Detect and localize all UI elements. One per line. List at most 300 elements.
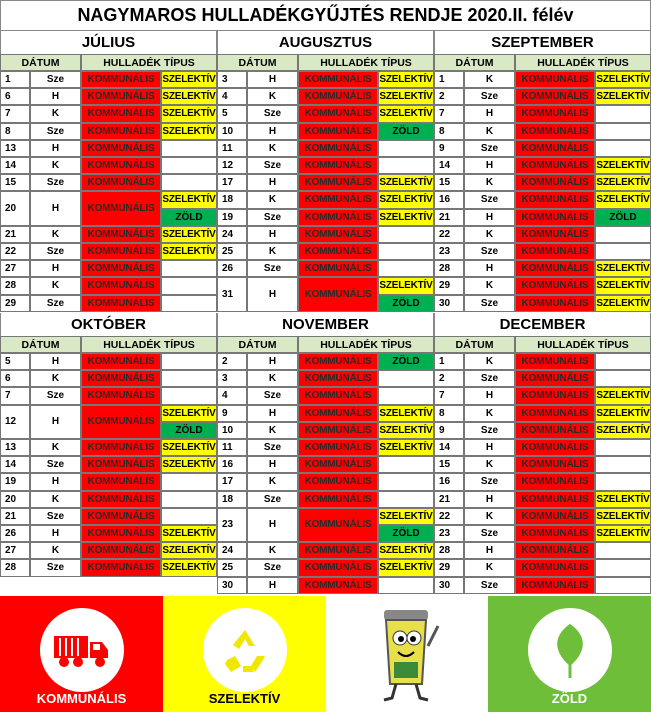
day-number: 29 bbox=[434, 559, 464, 576]
weekday: H bbox=[464, 105, 515, 122]
weekday: Sze bbox=[247, 260, 298, 277]
weekday: K bbox=[30, 491, 81, 508]
waste-type-kommunalis: KOMMUNÁLIS bbox=[81, 559, 161, 576]
day-number: 16 bbox=[434, 191, 464, 208]
weekday: Sze bbox=[464, 88, 515, 105]
weekday: H bbox=[30, 353, 81, 370]
day-number: 19 bbox=[217, 209, 247, 226]
weekday: K bbox=[464, 277, 515, 294]
weekday: K bbox=[247, 243, 298, 260]
weekday: H bbox=[464, 157, 515, 174]
waste-type-kommunalis: KOMMUNÁLIS bbox=[81, 370, 161, 387]
weekday: K bbox=[30, 277, 81, 294]
day-number: 26 bbox=[0, 525, 30, 542]
day-number: 7 bbox=[434, 387, 464, 404]
weekday: K bbox=[30, 105, 81, 122]
weekday: Sze bbox=[30, 559, 81, 576]
waste-type-szelektiv: SZELEKTÍV bbox=[378, 508, 434, 525]
weekday: Sze bbox=[30, 243, 81, 260]
waste-type-szelektiv: SZELEKTÍV bbox=[595, 88, 651, 105]
weekday: K bbox=[464, 174, 515, 191]
waste-type-kommunalis: KOMMUNÁLIS bbox=[298, 439, 378, 456]
waste-type-szelektiv: SZELEKTÍV bbox=[595, 525, 651, 542]
waste-type-kommunalis: KOMMUNÁLIS bbox=[298, 174, 378, 191]
day-number: 13 bbox=[0, 140, 30, 157]
waste-type-szelektiv: SZELEKTÍV bbox=[378, 191, 434, 208]
day-number: 23 bbox=[434, 243, 464, 260]
column-header-tipus: HULLADÉK TÍPUS bbox=[81, 54, 217, 71]
waste-type-kommunalis: KOMMUNÁLIS bbox=[81, 473, 161, 490]
legend-kommunalis-label: KOMMUNÁLIS bbox=[36, 691, 127, 706]
waste-type-kommunalis: KOMMUNÁLIS bbox=[515, 387, 595, 404]
waste-type-zold: ZÖLD bbox=[161, 209, 217, 226]
day-number: 17 bbox=[217, 174, 247, 191]
weekday: H bbox=[247, 71, 298, 88]
waste-type-kommunalis: KOMMUNÁLIS bbox=[298, 508, 378, 542]
waste-type-szelektiv: SZELEKTÍV bbox=[161, 191, 217, 208]
waste-type-kommunalis: KOMMUNÁLIS bbox=[515, 542, 595, 559]
day-number: 8 bbox=[434, 405, 464, 422]
month-title: DECEMBER bbox=[434, 313, 651, 336]
waste-type-szelektiv: SZELEKTÍV bbox=[378, 405, 434, 422]
weekday: H bbox=[30, 525, 81, 542]
day-number: 22 bbox=[434, 226, 464, 243]
empty-cell bbox=[161, 260, 217, 277]
empty-cell bbox=[595, 105, 651, 122]
weekday: K bbox=[30, 439, 81, 456]
waste-type-kommunalis: KOMMUNÁLIS bbox=[515, 295, 595, 312]
waste-type-kommunalis: KOMMUNÁLIS bbox=[81, 277, 161, 294]
weekday: H bbox=[30, 260, 81, 277]
waste-type-kommunalis: KOMMUNÁLIS bbox=[515, 473, 595, 490]
weekday: H bbox=[247, 123, 298, 140]
month-title: NOVEMBER bbox=[217, 313, 434, 336]
waste-type-szelektiv: SZELEKTÍV bbox=[161, 405, 217, 422]
day-number: 30 bbox=[217, 577, 247, 594]
day-number: 28 bbox=[434, 542, 464, 559]
day-number: 29 bbox=[0, 295, 30, 312]
weekday: Sze bbox=[247, 491, 298, 508]
weekday: K bbox=[30, 157, 81, 174]
day-number: 20 bbox=[0, 491, 30, 508]
weekday: K bbox=[247, 542, 298, 559]
weekday: H bbox=[247, 174, 298, 191]
empty-cell bbox=[161, 174, 217, 191]
empty-cell bbox=[595, 456, 651, 473]
weekday: Sze bbox=[464, 191, 515, 208]
recycle-icon bbox=[203, 608, 287, 692]
weekday: K bbox=[464, 559, 515, 576]
day-number: 5 bbox=[217, 105, 247, 122]
day-number: 30 bbox=[434, 577, 464, 594]
column-header-datum: DÁTUM bbox=[217, 336, 298, 353]
day-number: 21 bbox=[434, 491, 464, 508]
waste-type-kommunalis: KOMMUNÁLIS bbox=[81, 226, 161, 243]
empty-cell bbox=[378, 456, 434, 473]
waste-type-kommunalis: KOMMUNÁLIS bbox=[298, 191, 378, 208]
weekday: K bbox=[30, 370, 81, 387]
weekday: Sze bbox=[30, 456, 81, 473]
empty-cell bbox=[161, 370, 217, 387]
weekday: K bbox=[464, 405, 515, 422]
waste-type-kommunalis: KOMMUNÁLIS bbox=[515, 209, 595, 226]
day-number: 31 bbox=[217, 277, 247, 311]
waste-type-kommunalis: KOMMUNÁLIS bbox=[81, 542, 161, 559]
empty-cell bbox=[161, 140, 217, 157]
empty-cell bbox=[595, 370, 651, 387]
waste-type-kommunalis: KOMMUNÁLIS bbox=[298, 157, 378, 174]
waste-type-kommunalis: KOMMUNÁLIS bbox=[515, 243, 595, 260]
trash-can-mascot-icon bbox=[326, 596, 488, 712]
legend-zold-label: ZÖLD bbox=[551, 691, 588, 706]
weekday: H bbox=[247, 226, 298, 243]
month-title: OKTÓBER bbox=[0, 313, 217, 336]
day-number: 21 bbox=[434, 209, 464, 226]
waste-type-kommunalis: KOMMUNÁLIS bbox=[515, 577, 595, 594]
day-number: 4 bbox=[217, 387, 247, 404]
waste-type-kommunalis: KOMMUNÁLIS bbox=[298, 370, 378, 387]
waste-type-kommunalis: KOMMUNÁLIS bbox=[298, 559, 378, 576]
empty-cell bbox=[378, 243, 434, 260]
empty-cell bbox=[161, 491, 217, 508]
weekday: K bbox=[464, 508, 515, 525]
weekday: K bbox=[464, 123, 515, 140]
waste-type-kommunalis: KOMMUNÁLIS bbox=[81, 295, 161, 312]
day-number: 18 bbox=[217, 491, 247, 508]
empty-cell bbox=[378, 370, 434, 387]
waste-type-kommunalis: KOMMUNÁLIS bbox=[81, 243, 161, 260]
weekday: Sze bbox=[30, 295, 81, 312]
legend-szelektiv bbox=[163, 596, 326, 712]
day-number: 9 bbox=[217, 405, 247, 422]
day-number: 3 bbox=[217, 71, 247, 88]
day-number: 7 bbox=[434, 105, 464, 122]
day-number: 4 bbox=[217, 88, 247, 105]
weekday: Sze bbox=[247, 387, 298, 404]
waste-type-kommunalis: KOMMUNÁLIS bbox=[515, 508, 595, 525]
column-header-tipus: HULLADÉK TÍPUS bbox=[515, 54, 651, 71]
waste-type-kommunalis: KOMMUNÁLIS bbox=[298, 422, 378, 439]
weekday: K bbox=[30, 226, 81, 243]
weekday: H bbox=[464, 542, 515, 559]
waste-type-szelektiv: SZELEKTÍV bbox=[161, 439, 217, 456]
waste-type-kommunalis: KOMMUNÁLIS bbox=[81, 439, 161, 456]
day-number: 27 bbox=[0, 260, 30, 277]
waste-type-szelektiv: SZELEKTÍV bbox=[161, 71, 217, 88]
day-number: 14 bbox=[0, 456, 30, 473]
waste-type-szelektiv: SZELEKTÍV bbox=[595, 277, 651, 294]
weekday: Sze bbox=[30, 508, 81, 525]
waste-type-kommunalis: KOMMUNÁLIS bbox=[515, 277, 595, 294]
waste-type-kommunalis: KOMMUNÁLIS bbox=[298, 473, 378, 490]
waste-type-kommunalis: KOMMUNÁLIS bbox=[515, 260, 595, 277]
day-number: 17 bbox=[217, 473, 247, 490]
leaf-icon bbox=[528, 608, 612, 692]
waste-type-szelektiv: SZELEKTÍV bbox=[161, 243, 217, 260]
legend-szelektiv-label: SZELEKTÍV bbox=[208, 691, 281, 706]
weekday: Sze bbox=[464, 525, 515, 542]
waste-type-kommunalis: KOMMUNÁLIS bbox=[515, 88, 595, 105]
waste-type-kommunalis: KOMMUNÁLIS bbox=[515, 559, 595, 576]
waste-type-kommunalis: KOMMUNÁLIS bbox=[298, 577, 378, 594]
waste-type-szelektiv: SZELEKTÍV bbox=[378, 439, 434, 456]
weekday: Sze bbox=[464, 295, 515, 312]
waste-type-kommunalis: KOMMUNÁLIS bbox=[81, 353, 161, 370]
weekday: Sze bbox=[30, 387, 81, 404]
waste-type-kommunalis: KOMMUNÁLIS bbox=[515, 370, 595, 387]
waste-type-szelektiv: SZELEKTÍV bbox=[378, 71, 434, 88]
page-title: NAGYMAROS HULLADÉKGYŰJTÉS RENDJE 2020.II. félév bbox=[0, 0, 651, 31]
empty-cell bbox=[161, 473, 217, 490]
weekday: Sze bbox=[30, 71, 81, 88]
waste-type-kommunalis: KOMMUNÁLIS bbox=[515, 525, 595, 542]
waste-type-kommunalis: KOMMUNÁLIS bbox=[81, 157, 161, 174]
day-number: 20 bbox=[0, 191, 30, 225]
empty-cell bbox=[378, 473, 434, 490]
weekday: H bbox=[247, 353, 298, 370]
weekday: Sze bbox=[247, 157, 298, 174]
day-number: 28 bbox=[434, 260, 464, 277]
day-number: 12 bbox=[217, 157, 247, 174]
weekday: K bbox=[30, 542, 81, 559]
weekday: K bbox=[464, 353, 515, 370]
waste-type-kommunalis: KOMMUNÁLIS bbox=[515, 71, 595, 88]
day-number: 16 bbox=[217, 456, 247, 473]
waste-type-kommunalis: KOMMUNÁLIS bbox=[515, 439, 595, 456]
weekday: K bbox=[247, 370, 298, 387]
weekday: Sze bbox=[30, 123, 81, 140]
day-number: 15 bbox=[0, 174, 30, 191]
empty-cell bbox=[378, 491, 434, 508]
weekday: K bbox=[464, 71, 515, 88]
day-number: 1 bbox=[434, 71, 464, 88]
waste-type-kommunalis: KOMMUNÁLIS bbox=[81, 260, 161, 277]
empty-cell bbox=[161, 387, 217, 404]
waste-type-szelektiv: SZELEKTÍV bbox=[161, 105, 217, 122]
waste-type-zold: ZÖLD bbox=[161, 422, 217, 439]
waste-type-kommunalis: KOMMUNÁLIS bbox=[298, 491, 378, 508]
day-number: 7 bbox=[0, 105, 30, 122]
waste-type-kommunalis: KOMMUNÁLIS bbox=[515, 157, 595, 174]
weekday: Sze bbox=[464, 243, 515, 260]
day-number: 8 bbox=[0, 123, 30, 140]
day-number: 2 bbox=[434, 88, 464, 105]
weekday: H bbox=[464, 439, 515, 456]
empty-cell bbox=[161, 508, 217, 525]
waste-type-szelektiv: SZELEKTÍV bbox=[595, 295, 651, 312]
empty-cell bbox=[595, 140, 651, 157]
weekday: H bbox=[30, 140, 81, 157]
waste-type-kommunalis: KOMMUNÁLIS bbox=[298, 123, 378, 140]
day-number: 6 bbox=[0, 370, 30, 387]
waste-type-kommunalis: KOMMUNÁLIS bbox=[81, 491, 161, 508]
weekday: Sze bbox=[247, 559, 298, 576]
day-number: 12 bbox=[0, 405, 30, 439]
waste-type-kommunalis: KOMMUNÁLIS bbox=[81, 525, 161, 542]
waste-type-szelektiv: SZELEKTÍV bbox=[161, 525, 217, 542]
waste-type-kommunalis: KOMMUNÁLIS bbox=[515, 105, 595, 122]
day-number: 14 bbox=[434, 157, 464, 174]
waste-type-szelektiv: SZELEKTÍV bbox=[161, 123, 217, 140]
empty-cell bbox=[161, 157, 217, 174]
waste-type-kommunalis: KOMMUNÁLIS bbox=[515, 226, 595, 243]
column-header-datum: DÁTUM bbox=[0, 336, 81, 353]
waste-type-szelektiv: SZELEKTÍV bbox=[378, 209, 434, 226]
day-number: 27 bbox=[0, 542, 30, 559]
empty-cell bbox=[161, 353, 217, 370]
weekday: Sze bbox=[464, 577, 515, 594]
weekday: H bbox=[30, 191, 81, 225]
waste-type-kommunalis: KOMMUNÁLIS bbox=[515, 191, 595, 208]
empty-cell bbox=[595, 353, 651, 370]
day-number: 8 bbox=[434, 123, 464, 140]
day-number: 24 bbox=[217, 226, 247, 243]
waste-type-szelektiv: SZELEKTÍV bbox=[595, 157, 651, 174]
waste-type-kommunalis: KOMMUNÁLIS bbox=[298, 277, 378, 311]
legend-kommunalis bbox=[0, 596, 163, 712]
day-number: 23 bbox=[217, 508, 247, 542]
waste-type-zold: ZÖLD bbox=[378, 525, 434, 542]
column-header-tipus: HULLADÉK TÍPUS bbox=[515, 336, 651, 353]
waste-type-kommunalis: KOMMUNÁLIS bbox=[298, 260, 378, 277]
weekday: H bbox=[30, 88, 81, 105]
column-header-datum: DÁTUM bbox=[434, 336, 515, 353]
waste-type-kommunalis: KOMMUNÁLIS bbox=[298, 71, 378, 88]
weekday: Sze bbox=[247, 439, 298, 456]
day-number: 16 bbox=[434, 473, 464, 490]
day-number: 28 bbox=[0, 559, 30, 576]
waste-type-zold: ZÖLD bbox=[595, 209, 651, 226]
empty-cell bbox=[595, 226, 651, 243]
day-number: 21 bbox=[0, 226, 30, 243]
empty-cell bbox=[595, 577, 651, 594]
day-number: 29 bbox=[434, 277, 464, 294]
waste-type-kommunalis: KOMMUNÁLIS bbox=[515, 140, 595, 157]
waste-type-szelektiv: SZELEKTÍV bbox=[595, 71, 651, 88]
waste-type-szelektiv: SZELEKTÍV bbox=[378, 88, 434, 105]
waste-type-szelektiv: SZELEKTÍV bbox=[161, 226, 217, 243]
weekday: H bbox=[464, 209, 515, 226]
weekday: K bbox=[464, 456, 515, 473]
waste-type-kommunalis: KOMMUNÁLIS bbox=[81, 123, 161, 140]
weekday: Sze bbox=[464, 473, 515, 490]
day-number: 6 bbox=[0, 88, 30, 105]
waste-type-kommunalis: KOMMUNÁLIS bbox=[81, 387, 161, 404]
waste-type-kommunalis: KOMMUNÁLIS bbox=[515, 491, 595, 508]
column-header-tipus: HULLADÉK TÍPUS bbox=[81, 336, 217, 353]
waste-type-kommunalis: KOMMUNÁLIS bbox=[81, 174, 161, 191]
waste-type-zold: ZÖLD bbox=[378, 123, 434, 140]
waste-type-kommunalis: KOMMUNÁLIS bbox=[81, 508, 161, 525]
waste-type-kommunalis: KOMMUNÁLIS bbox=[298, 140, 378, 157]
empty-cell bbox=[161, 277, 217, 294]
truck-icon bbox=[40, 608, 124, 692]
waste-type-kommunalis: KOMMUNÁLIS bbox=[515, 353, 595, 370]
weekday: H bbox=[247, 405, 298, 422]
waste-type-szelektiv: SZELEKTÍV bbox=[378, 559, 434, 576]
waste-type-szelektiv: SZELEKTÍV bbox=[161, 456, 217, 473]
day-number: 14 bbox=[434, 439, 464, 456]
waste-type-szelektiv: SZELEKTÍV bbox=[378, 105, 434, 122]
waste-type-kommunalis: KOMMUNÁLIS bbox=[81, 456, 161, 473]
waste-type-kommunalis: KOMMUNÁLIS bbox=[298, 353, 378, 370]
empty-cell bbox=[378, 226, 434, 243]
waste-type-szelektiv: SZELEKTÍV bbox=[378, 174, 434, 191]
weekday: H bbox=[247, 577, 298, 594]
column-header-datum: DÁTUM bbox=[434, 54, 515, 71]
waste-type-zold: ZÖLD bbox=[378, 295, 434, 312]
waste-type-kommunalis: KOMMUNÁLIS bbox=[298, 387, 378, 404]
day-number: 9 bbox=[434, 422, 464, 439]
day-number: 22 bbox=[434, 508, 464, 525]
waste-type-szelektiv: SZELEKTÍV bbox=[595, 174, 651, 191]
waste-type-kommunalis: KOMMUNÁLIS bbox=[515, 456, 595, 473]
waste-type-kommunalis: KOMMUNÁLIS bbox=[515, 174, 595, 191]
day-number: 23 bbox=[434, 525, 464, 542]
weekday: H bbox=[30, 405, 81, 439]
waste-type-kommunalis: KOMMUNÁLIS bbox=[515, 422, 595, 439]
waste-type-szelektiv: SZELEKTÍV bbox=[595, 491, 651, 508]
waste-type-szelektiv: SZELEKTÍV bbox=[161, 559, 217, 576]
waste-type-kommunalis: KOMMUNÁLIS bbox=[81, 140, 161, 157]
month-title: SZEPTEMBER bbox=[434, 31, 651, 54]
column-header-datum: DÁTUM bbox=[0, 54, 81, 71]
column-header-tipus: HULLADÉK TÍPUS bbox=[298, 54, 434, 71]
empty-cell bbox=[378, 140, 434, 157]
legend-zold bbox=[488, 596, 651, 712]
day-number: 9 bbox=[434, 140, 464, 157]
weekday: H bbox=[464, 260, 515, 277]
weekday: H bbox=[247, 456, 298, 473]
weekday: Sze bbox=[30, 174, 81, 191]
waste-type-kommunalis: KOMMUNÁLIS bbox=[298, 405, 378, 422]
legend-mascot bbox=[326, 596, 488, 712]
empty-cell bbox=[378, 260, 434, 277]
weekday: K bbox=[247, 88, 298, 105]
empty-cell bbox=[595, 123, 651, 140]
waste-type-szelektiv: SZELEKTÍV bbox=[161, 542, 217, 559]
month-title: AUGUSZTUS bbox=[217, 31, 434, 54]
empty-cell bbox=[378, 577, 434, 594]
empty-cell bbox=[161, 295, 217, 312]
waste-type-kommunalis: KOMMUNÁLIS bbox=[298, 226, 378, 243]
day-number: 14 bbox=[0, 157, 30, 174]
day-number: 28 bbox=[0, 277, 30, 294]
weekday: H bbox=[464, 491, 515, 508]
weekday: H bbox=[247, 508, 298, 542]
waste-type-kommunalis: KOMMUNÁLIS bbox=[81, 405, 161, 439]
day-number: 10 bbox=[217, 422, 247, 439]
day-number: 2 bbox=[217, 353, 247, 370]
day-number: 3 bbox=[217, 370, 247, 387]
column-header-tipus: HULLADÉK TÍPUS bbox=[298, 336, 434, 353]
waste-type-szelektiv: SZELEKTÍV bbox=[378, 542, 434, 559]
day-number: 25 bbox=[217, 243, 247, 260]
empty-cell bbox=[595, 439, 651, 456]
day-number: 15 bbox=[434, 174, 464, 191]
waste-type-kommunalis: KOMMUNÁLIS bbox=[298, 243, 378, 260]
waste-type-kommunalis: KOMMUNÁLIS bbox=[298, 542, 378, 559]
waste-type-szelektiv: SZELEKTÍV bbox=[378, 422, 434, 439]
weekday: K bbox=[247, 422, 298, 439]
day-number: 1 bbox=[0, 71, 30, 88]
weekday: Sze bbox=[464, 370, 515, 387]
day-number: 5 bbox=[0, 353, 30, 370]
empty-cell bbox=[378, 157, 434, 174]
day-number: 15 bbox=[434, 456, 464, 473]
day-number: 11 bbox=[217, 439, 247, 456]
waste-type-kommunalis: KOMMUNÁLIS bbox=[81, 191, 161, 225]
